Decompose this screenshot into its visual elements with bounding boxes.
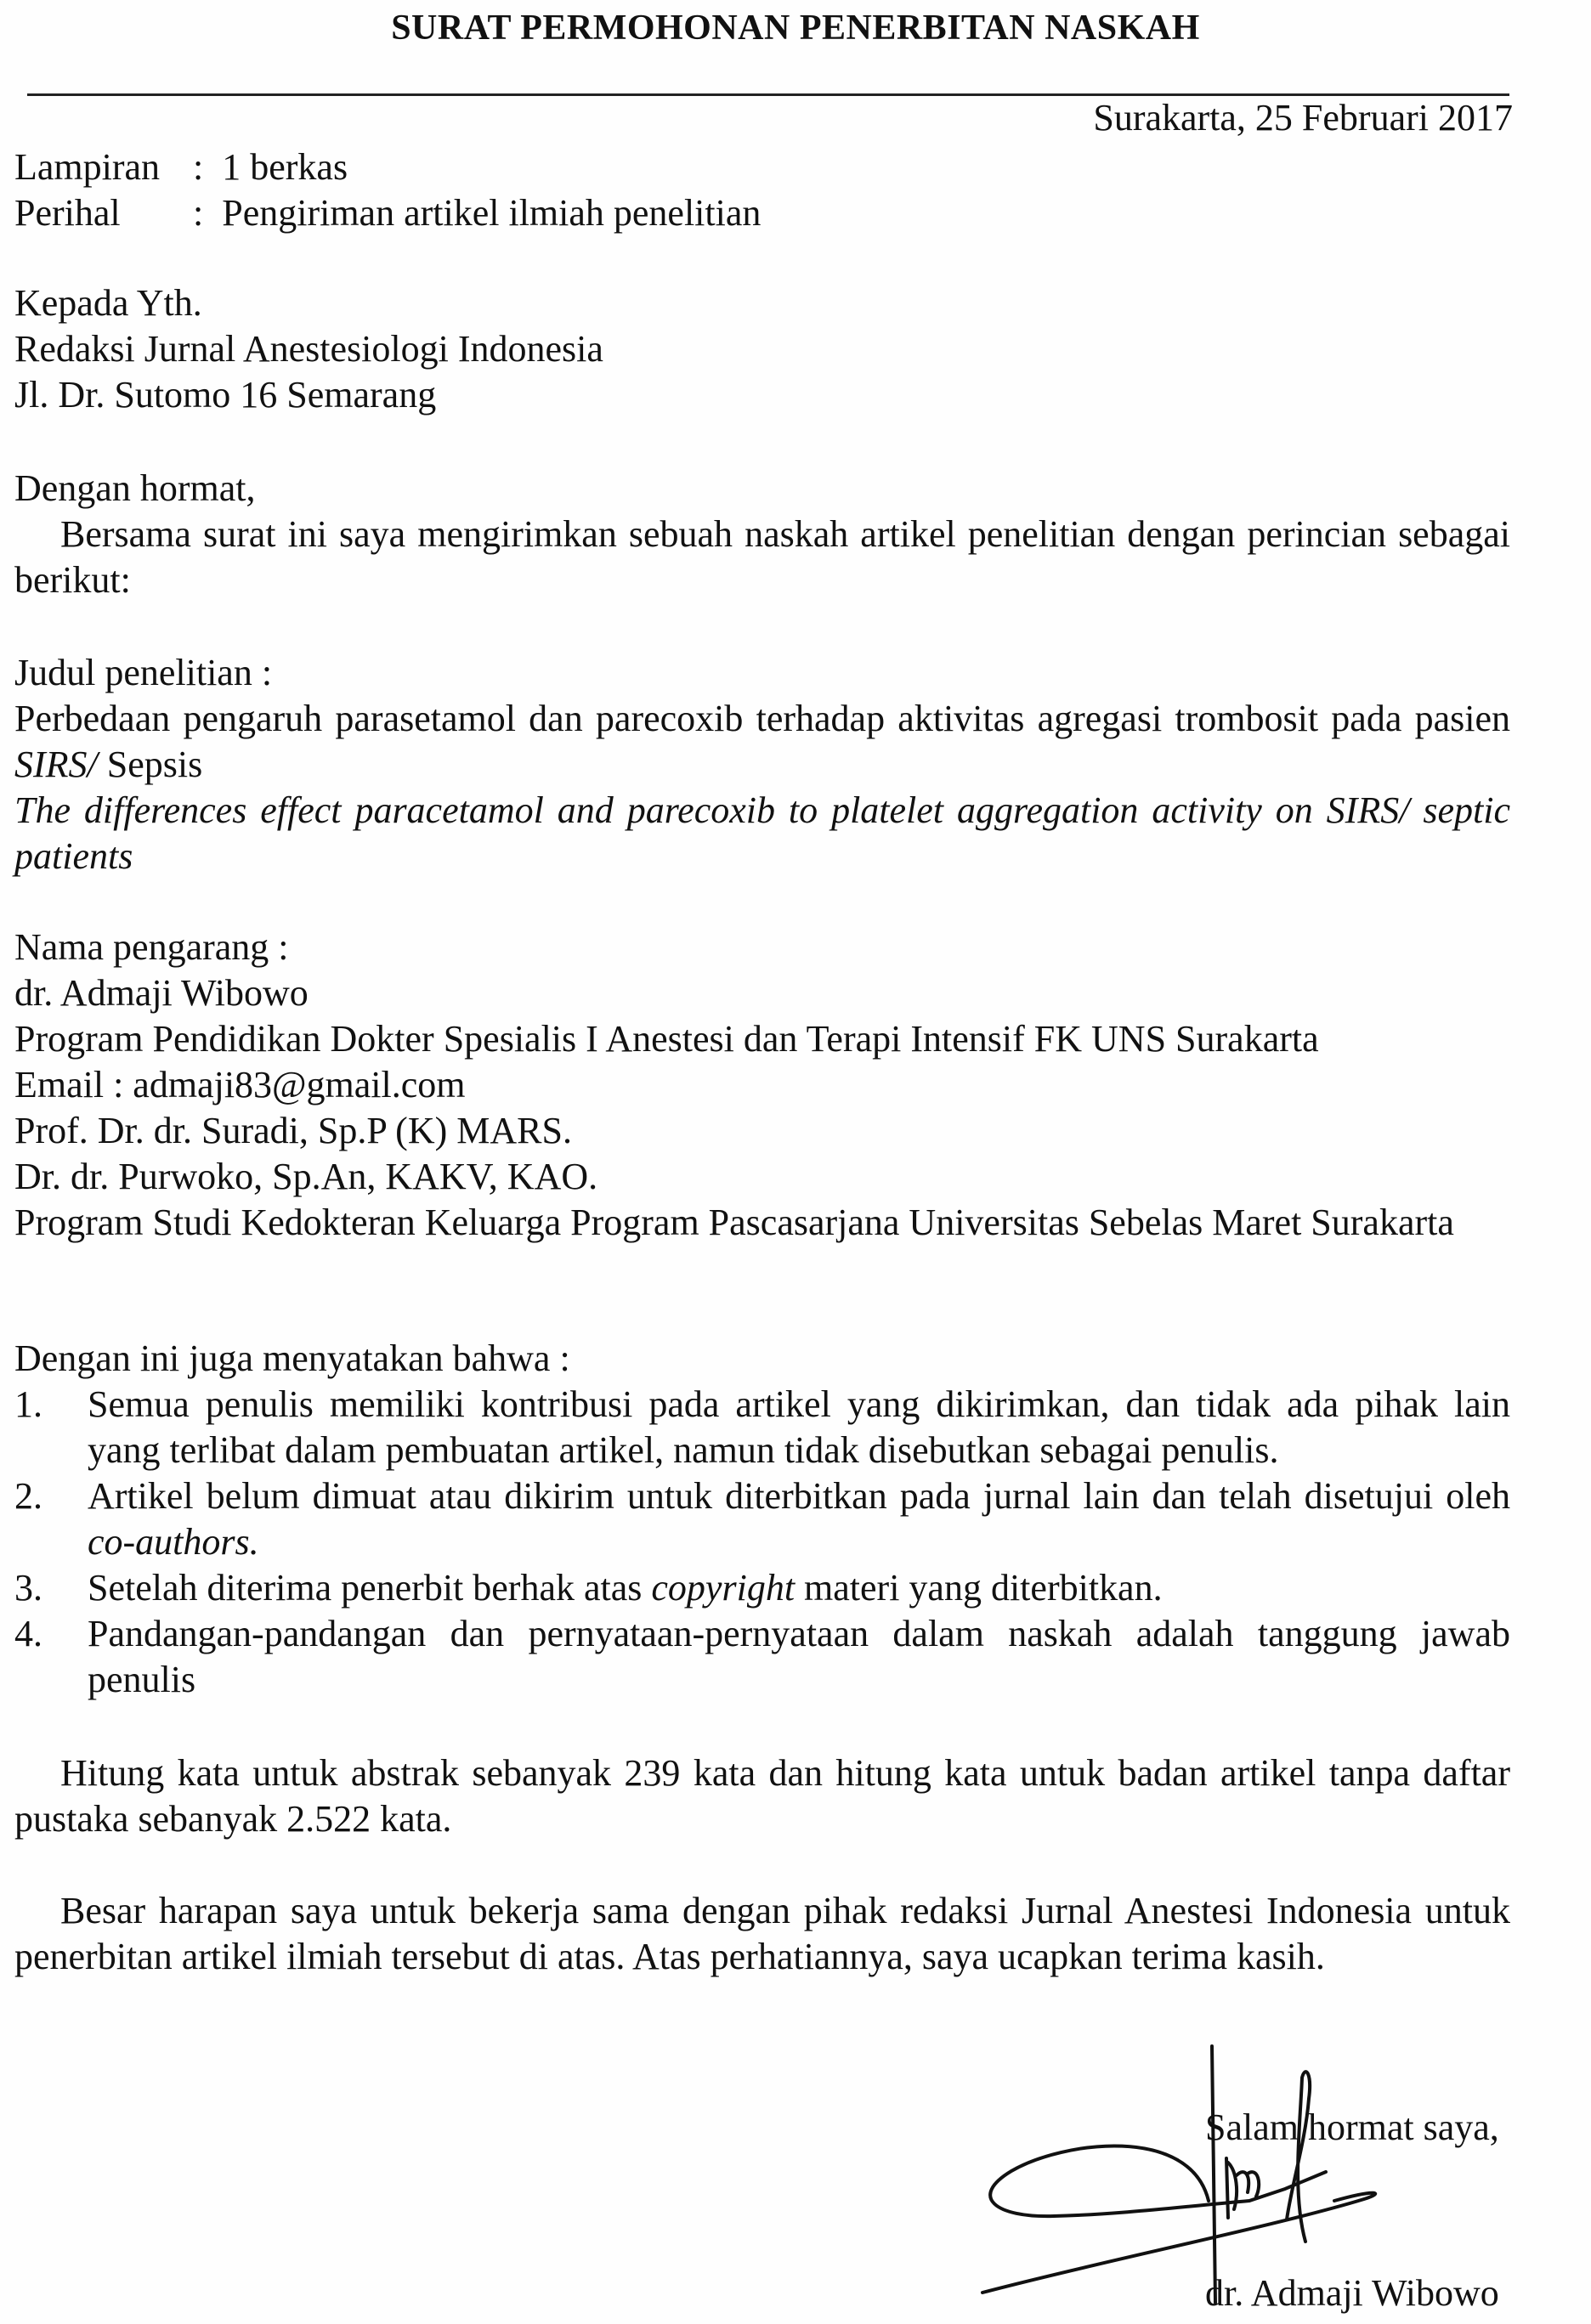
attachment-line: Lampiran : 1 berkas [14,144,1510,190]
author-line: Dr. dr. Purwoko, Sp.An, KAKV, KAO. [14,1156,598,1197]
signature-stroke [1212,2046,1215,2303]
attachment-value: 1 berkas [222,146,348,188]
statement-item: 2. Artikel belum dimuat atau dikirim untuk diterbitkan pada jurnal lain dan telah disetujui oleh co-authors. [14,1475,1510,1563]
author-line: Program Studi Kedokteran Keluarga Program Pascasarjana Universitas Sebelas Maret Surakarta [14,1202,1454,1243]
recipient-line: Jl. Dr. Sutomo 16 Semarang [14,374,437,416]
recipient-line: Kepada Yth. [14,282,202,324]
author-email[interactable]: Email : admaji83@gmail.com [14,1064,466,1105]
document-title: SURAT PERMOHONAN PENERBITAN NASKAH [391,8,1200,48]
subject-label: Perihal [14,192,121,234]
statement-item: 4. Pandangan-pandangan dan pernyataan-pernyataan dalam naskah adalah tanggung jawab penulis [14,1613,1510,1700]
author-line: dr. Admaji Wibowo [14,972,309,1014]
statement-list [14,1382,1510,1703]
closing-salutation: Salam hormat saya, [1205,2106,1499,2148]
recipient-block [14,280,1510,418]
authors-block [14,970,1510,1246]
word-count-paragraph: Hitung kata untuk abstrak sebanyak 239 kata dan hitung kata untuk badan artikel tanpa daftar pustaka sebanyak 2.522 kata. [14,1752,1510,1840]
authors-label: Nama pengarang : [14,926,289,968]
research-title-label: Judul penelitian : [14,652,273,693]
signer-name: dr. Admaji Wibowo [1205,2272,1499,2314]
statement-item: 1. Semua penulis memiliki kontribusi pada artikel yang dikirimkan, dan tidak ada pihak lain yang terlibat dalam pembuatan artikel, namun tidak disebutkan sebagai penulis. [14,1383,1510,1471]
intro-paragraph: Bersama surat ini saya mengirimkan sebuah naskah artikel penelitian dengan perincian sebagai berikut: [14,513,1510,601]
attachment-label: Lampiran [14,146,161,188]
author-line: Prof. Dr. dr. Suradi, Sp.P (K) MARS. [14,1110,572,1151]
subject-value: Pengiriman artikel ilmiah penelitian [222,192,762,234]
greeting: Dengan hormat, [14,467,256,509]
statement-item: 3. Setelah diterima penerbit berhak atas copyright materi yang diterbitkan. [14,1567,1163,1609]
signature-stroke [1226,2158,1259,2218]
closing-paragraph: Besar harapan saya untuk bekerja sama dengan pihak redaksi Jurnal Anestesi Indonesia untuk penerbitan artikel ilmiah tersebut di atas. Atas perhatiannya, saya ucapkan terima kasih. [14,1890,1510,1977]
research-title-en: The differences effect paracetamol and parecoxib to platelet aggregation activity on SIRS/ septic patients [14,789,1510,877]
research-title-id: Perbedaan pengaruh parasetamol dan parecoxib terhadap aktivitas agregasi trombosit pada pasien SIRS/ Sepsis [14,698,1510,785]
subject-line: Perihal : Pengiriman artikel ilmiah penelitian [14,190,1510,236]
statement-intro: Dengan ini juga menyatakan bahwa : [14,1337,570,1379]
signature-stroke [990,2146,1326,2216]
author-line: Program Pendidikan Dokter Spesialis I Anestesi dan Terapi Intensif FK UNS Surakarta [14,1018,1319,1060]
place-date: Surakarta, 25 Februari 2017 [1093,97,1513,139]
recipient-line: Redaksi Jurnal Anestesiologi Indonesia [14,328,603,370]
